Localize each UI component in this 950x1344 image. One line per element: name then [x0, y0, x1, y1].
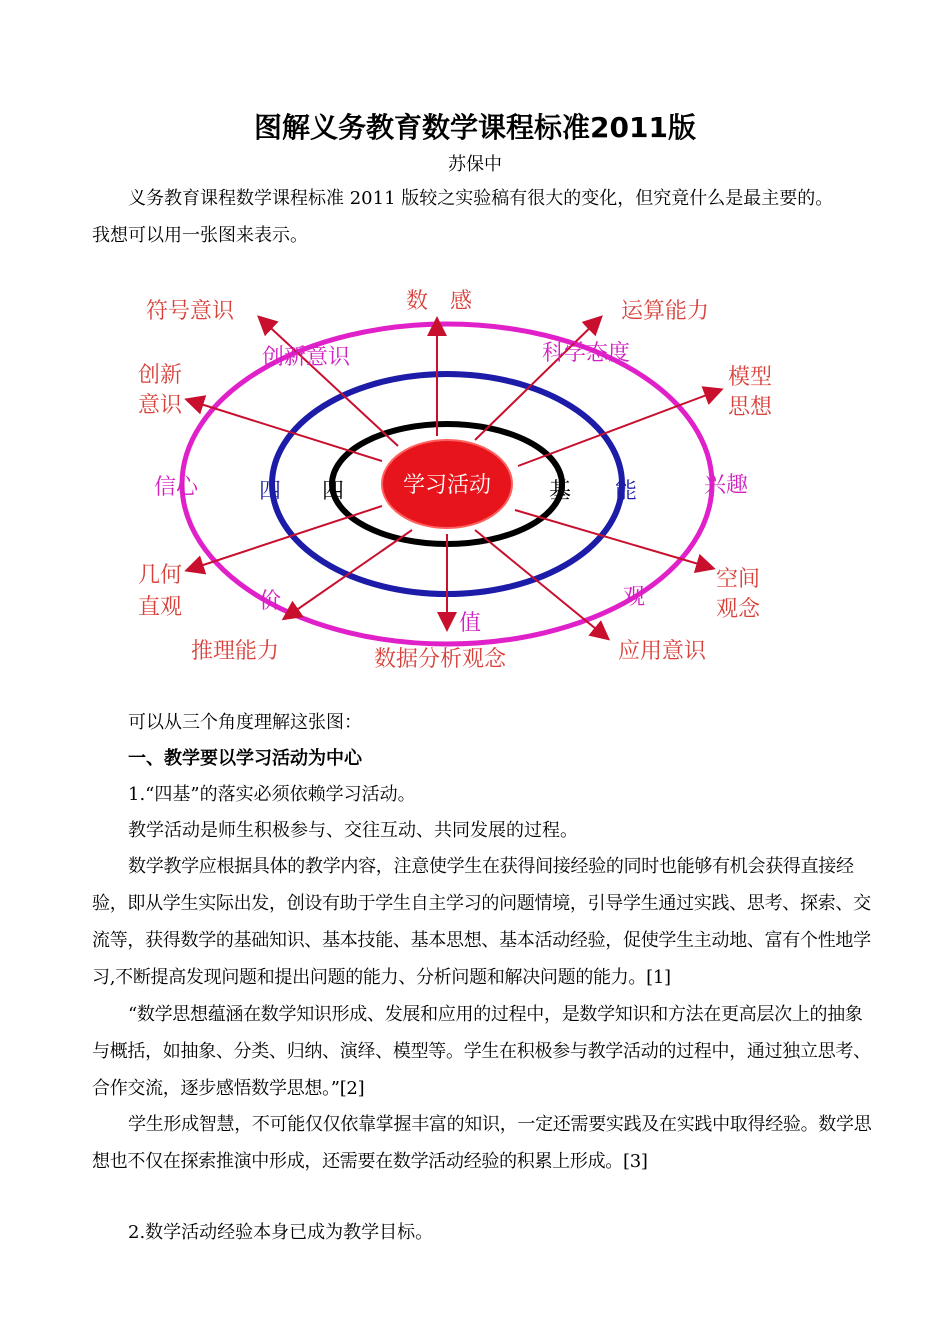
outer-ring-right: 兴趣	[703, 473, 749, 498]
outer-ring-top-right: 科学态度	[541, 341, 631, 366]
label-model-1: 模型	[727, 365, 773, 390]
middle-ring-left: 四	[258, 479, 282, 504]
item-2: 2.数学活动经验本身已成为教学目标。	[128, 1222, 434, 1243]
outer-ring-top-left: 创新意识	[261, 345, 351, 370]
middle-ring-right: 能	[614, 479, 638, 504]
label-application: 应用意识	[617, 639, 707, 664]
label-space-2: 观念	[715, 597, 761, 622]
center-label: 学习活动	[402, 473, 492, 498]
label-innovation-1: 创新	[137, 363, 183, 388]
lead-paragraph: 可以从三个角度理解这张图：	[128, 712, 362, 733]
label-data-analysis: 数据分析观念	[373, 647, 507, 672]
label-number-sense: 数 感	[405, 289, 473, 314]
section-heading-1: 一、教学要以学习活动为中心	[128, 748, 362, 769]
label-reasoning: 推理能力	[190, 639, 280, 664]
arrow-left-lower	[188, 506, 382, 570]
label-model-2: 思想	[727, 395, 773, 420]
paragraph-3: “数学思想蕴涵在数学知识形成、发展和应用的过程中，是数学知识和方法在更高层次上的抽象与概括，如抽象、分类、归纳、演绎、模型等。学生在积极参与教学活动的过程中，通过独立思考、合作交流，逐步感悟数学思想。”[2]	[92, 1004, 871, 1099]
arrow-right-upper	[518, 390, 720, 466]
outer-ring-bottom-center: 值	[458, 611, 482, 636]
intro-line-2: 我想可以用一张图来表示。	[92, 225, 308, 246]
label-geometry-1: 几何	[137, 563, 183, 588]
item-1: 1.“四基”的落实必须依赖学习活动。	[128, 784, 416, 805]
inner-ring-right: 基	[548, 479, 572, 504]
inner-ring-left: 四	[321, 479, 345, 504]
paragraph-2: 数学教学应根据具体的教学内容，注意使学生在获得间接经验的同时也能够有机会获得直接经验，即从学生实际出发，创设有助于学生自主学习的问题情境，引导学生通过实践、思考、探索、交流等，获得数学的基础知识、基本技能、基本思想、基本活动经验，促使学生主动地、富有个性地学习,不断提高发现问题和提出问题的能力、分析问题和解决问题的能力。[1]	[92, 856, 871, 988]
outer-ring-bottom-left: 价	[258, 589, 282, 614]
label-geometry-2: 直观	[137, 595, 183, 620]
page-title: 图解义务教育数学课程标准2011版	[254, 111, 696, 144]
label-space-1: 空间	[715, 567, 761, 592]
arrow-bottom-left	[285, 530, 412, 618]
curriculum-diagram	[120, 278, 820, 678]
outer-ring-left: 信心	[153, 475, 199, 500]
paragraph-4: 学生形成智慧，不可能仅仅依靠掌握丰富的知识，一定还需要实践及在实践中取得经验。数学思想也不仅在探索推演中形成，还需要在数学活动经验的积累上形成。[3]	[92, 1114, 872, 1172]
arrow-left-upper	[188, 400, 382, 461]
outer-ring-bottom-right: 观	[622, 585, 646, 610]
intro-paragraph	[92, 180, 872, 254]
paragraph-1: 教学活动是师生积极参与、交往互动、共同发展的过程。	[128, 820, 578, 841]
label-symbol-sense: 符号意识	[145, 299, 235, 324]
label-operation-ability: 运算能力	[620, 299, 710, 324]
author: 苏保中	[448, 154, 502, 175]
label-innovation-2: 意识	[137, 393, 183, 418]
intro-line-1: 义务教育课程数学课程标准 2011 版较之实验稿有很大的变化，但究竟什么是最主要的。	[128, 188, 834, 209]
